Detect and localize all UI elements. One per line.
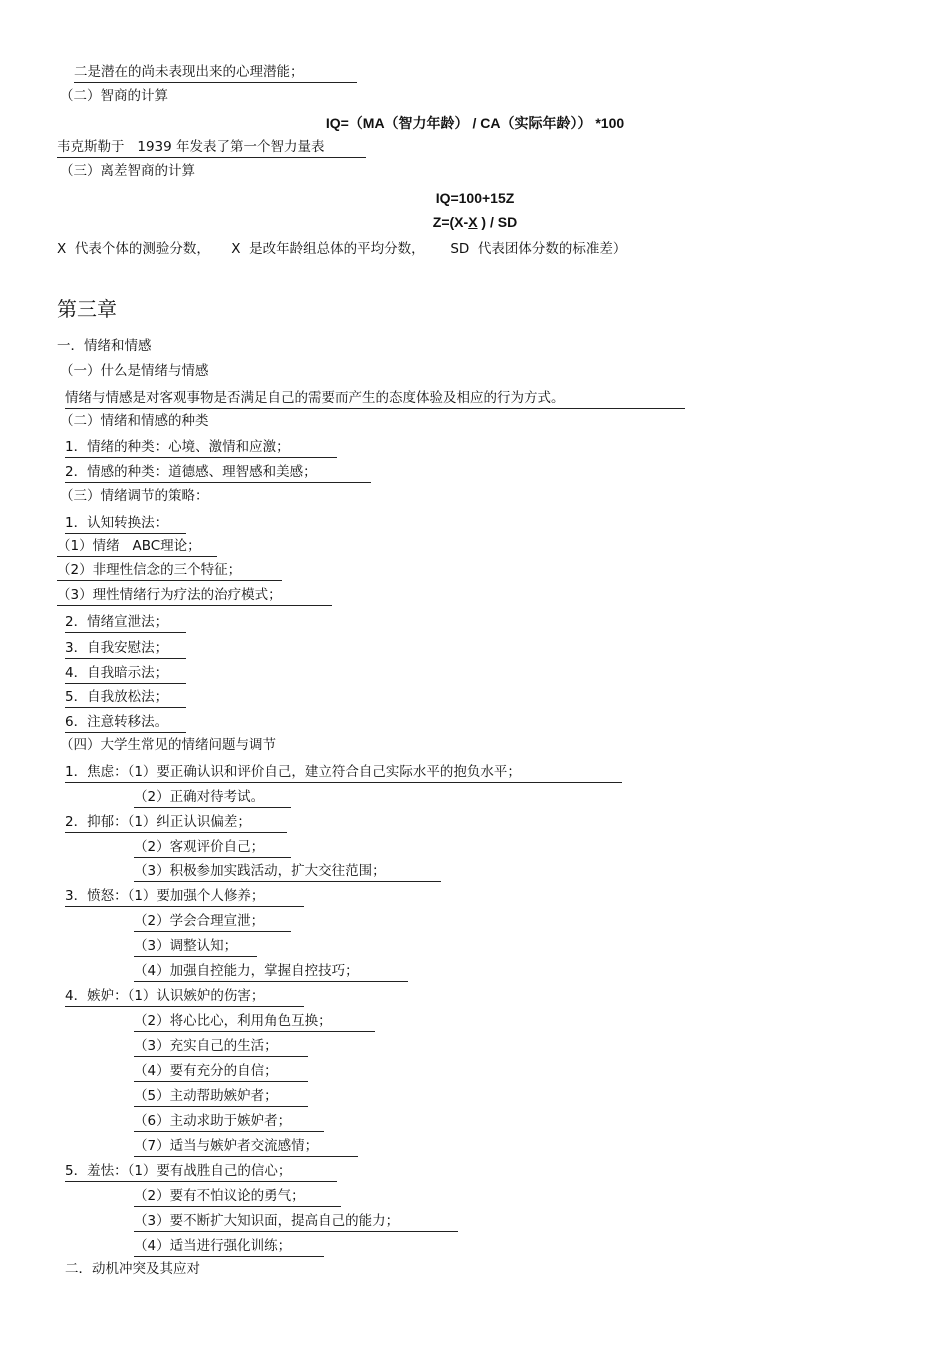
strategy-self-suggestion: 4．自我暗示法； xyxy=(65,664,186,684)
problem-shyness-4: （4）适当进行强化训练； xyxy=(134,1237,324,1257)
line-wechsler: 韦克斯勒于 1939 年发表了第一个智力量表 xyxy=(57,138,366,158)
line-variable-definitions: X 代表个体的测验分数， X 是改年龄组总体的平均分数， SD 代表团体分数的标准差） xyxy=(57,241,627,257)
section-motivation-conflict: 二．动机冲突及其应对 xyxy=(65,1261,200,1277)
emotion-types-item: 1．情绪的种类：心境、激情和应激； xyxy=(65,438,337,458)
subsection-what-is-emotion: （一）什么是情绪与情感 xyxy=(60,363,209,379)
problem-jealousy: 4．嫉妒：（1）认识嫉妒的伤害； xyxy=(65,987,304,1007)
problem-anger-2: （2）学会合理宣泄； xyxy=(134,912,291,932)
problem-jealousy-3: （3）充实自己的生活； xyxy=(134,1037,308,1057)
feeling-types-item: 2．情感的种类：道德感、理智感和美感； xyxy=(65,463,371,483)
strategy-self-comfort: 3．自我安慰法； xyxy=(65,639,186,659)
section-emotion: 一．情绪和情感 xyxy=(57,338,152,354)
strategy-cognitive-abc: （1）情绪 ABC理论； xyxy=(57,537,217,557)
problem-anger-3: （3）调整认知； xyxy=(134,937,257,957)
problem-shyness-2: （2）要有不怕议论的勇气； xyxy=(134,1187,341,1207)
line-latent-potential: 二是潜在的尚未表现出来的心理潜能； xyxy=(74,63,357,83)
problem-jealousy-2: （2）将心比心，利用角色互换； xyxy=(134,1012,375,1032)
heading-deviation-iq: （三）离差智商的计算 xyxy=(60,163,195,179)
problem-depression-3: （3）积极参加实践活动，扩大交往范围； xyxy=(134,862,441,882)
problem-jealousy-4: （4）要有充分的自信； xyxy=(134,1062,308,1082)
subsection-regulation-strategies: （三）情绪调节的策略： xyxy=(60,488,209,504)
subsection-common-problems: （四）大学生常见的情绪问题与调节 xyxy=(60,737,276,753)
strategy-attention-shift: 6．注意转移法。 xyxy=(65,713,186,733)
emotion-definition: 情绪与情感是对客观事物是否满足自己的需要而产生的态度体验及相应的行为方式。 xyxy=(65,389,685,409)
strategy-cognitive-rebt: （3）理性情绪行为疗法的治疗模式； xyxy=(57,586,332,606)
problem-anxiety: 1．焦虑：（1）要正确认识和评价自己，建立符合自己实际水平的抱负水平； xyxy=(65,763,622,783)
strategy-cognitive-irrational: （2）非理性信念的三个特征； xyxy=(57,561,282,581)
problem-depression-2: （2）客观评价自己； xyxy=(134,838,291,858)
formula-z-score: Z=(X-X ) / SD xyxy=(432,214,518,230)
problem-shyness: 5．羞怯：（1）要有战胜自己的信心； xyxy=(65,1162,337,1182)
problem-jealousy-7: （7）适当与嫉妒者交流感情； xyxy=(134,1137,358,1157)
chapter-title: 第三章 xyxy=(57,297,117,321)
problem-jealousy-6: （6）主动求助于嫉妒者； xyxy=(134,1112,324,1132)
formula-deviation-iq: IQ=100+15Z xyxy=(435,190,515,206)
heading-iq-calculation: （二）智商的计算 xyxy=(60,88,168,104)
problem-anxiety-2: （2）正确对待考试。 xyxy=(134,788,291,808)
strategy-venting: 2．情绪宣泄法； xyxy=(65,613,186,633)
strategy-relaxation: 5．自我放松法； xyxy=(65,688,186,708)
problem-anger-4: （4）加强自控能力，掌握自控技巧； xyxy=(134,962,408,982)
formula-iq-ratio: IQ=（MA（智力年龄） / CA（实际年龄）） *100 xyxy=(325,115,625,131)
subsection-emotion-types: （二）情绪和情感的种类 xyxy=(60,413,209,429)
strategy-cognitive: 1．认知转换法： xyxy=(65,514,186,534)
problem-shyness-3: （3）要不断扩大知识面，提高自己的能力； xyxy=(134,1212,458,1232)
problem-jealousy-5: （5）主动帮助嫉妒者； xyxy=(134,1087,308,1107)
problem-depression: 2．抑郁：（1）纠正认识偏差； xyxy=(65,813,287,833)
problem-anger: 3．愤怒：（1）要加强个人修养； xyxy=(65,887,304,907)
